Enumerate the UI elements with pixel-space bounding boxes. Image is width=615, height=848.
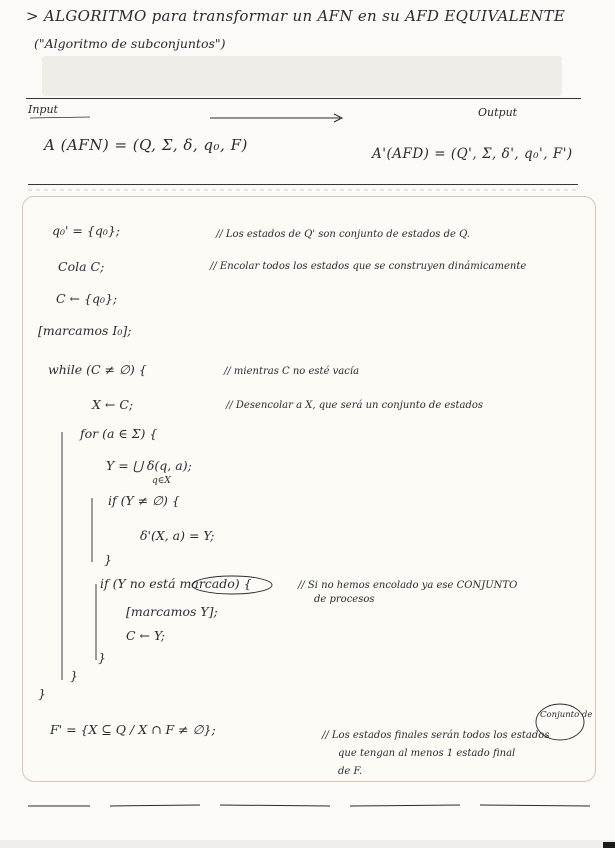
code-line-mark-y: [marcamos Y]; [126,604,218,619]
comment-line-queue: // Encolar todos los estados que se construyen dinámicamente [210,261,527,272]
comment-line-init-q0: // Los estados de Q' son conjunto de estados de Q. [216,229,470,240]
code-line-for: for (a ∈ Σ) { [80,426,158,441]
code-line-transition: δ'(X, a) = Y; [140,528,215,543]
comment-line-final-states: // Los estados finales serán todos los estados [322,730,550,741]
code-line-union: Y = ⋃ δ(q, a); [106,458,192,473]
input-underline [30,117,90,118]
code-line-init-q0: q₀' = {q₀}; [52,223,120,238]
comment-line-if-not-marked: // Si no hemos encolado ya ese CONJUNTO [298,580,518,591]
marcado-circle [192,576,272,594]
comment-line-dequeue: // Desencolar a X, que será un conjunto de estados [226,400,484,411]
code-line-queue: Cola C; [58,259,105,274]
code-line-mark-i0: [marcamos I₀]; [38,323,132,338]
code-line-enqueue: C ← {q₀}; [56,291,118,306]
comment-line-if-not-marked-cont: de procesos [314,594,375,605]
code-line-close-while: } [38,686,46,701]
code-line-close-for: } [70,668,78,683]
page-bottom-edge [0,840,615,848]
code-line-enqueue-y: C ← Y; [126,628,165,643]
input-formula: A (AFN) = (Q, Σ, δ, q₀, F) [44,136,248,154]
transform-arrow [210,114,342,122]
code-line-if-not-marked: if (Y no está marcado) { [100,576,252,591]
code-line-while: while (C ≠ ∅) { [48,362,147,377]
code-line-if-nonempty: if (Y ≠ ∅) { [108,493,180,508]
page-subtitle: ("Algoritmo de subconjuntos") [34,36,226,51]
code-line-close-if: } [104,552,112,567]
input-label: Input [28,103,58,116]
footer-rule [28,805,590,806]
conjunto-circle [536,704,584,740]
comment-line-final-states-end: de F. [338,766,363,777]
block-brackets [62,432,96,680]
margin-note-conjunto: Conjunto de [540,710,593,720]
code-line-dequeue: X ← C; [92,397,134,412]
code-line-final-states: F' = {X ⊆ Q / X ∩ F ≠ ∅}; [50,722,216,737]
output-formula: A'(AFD) = (Q', Σ, δ', q₀', F') [372,146,573,162]
comment-line-while: // mientras C no esté vacía [224,366,360,377]
page-title: > ALGORITMO para transformar un AFN en su AFD EQUIVALENTE [26,7,566,25]
page-corner-shadow [603,842,615,848]
output-label: Output [478,106,518,119]
code-line-close-if-2: } [98,650,106,665]
code-line-union-subscript: q∈X [152,476,171,486]
comment-line-final-states-cont: que tengan al menos 1 estado final [338,748,516,759]
